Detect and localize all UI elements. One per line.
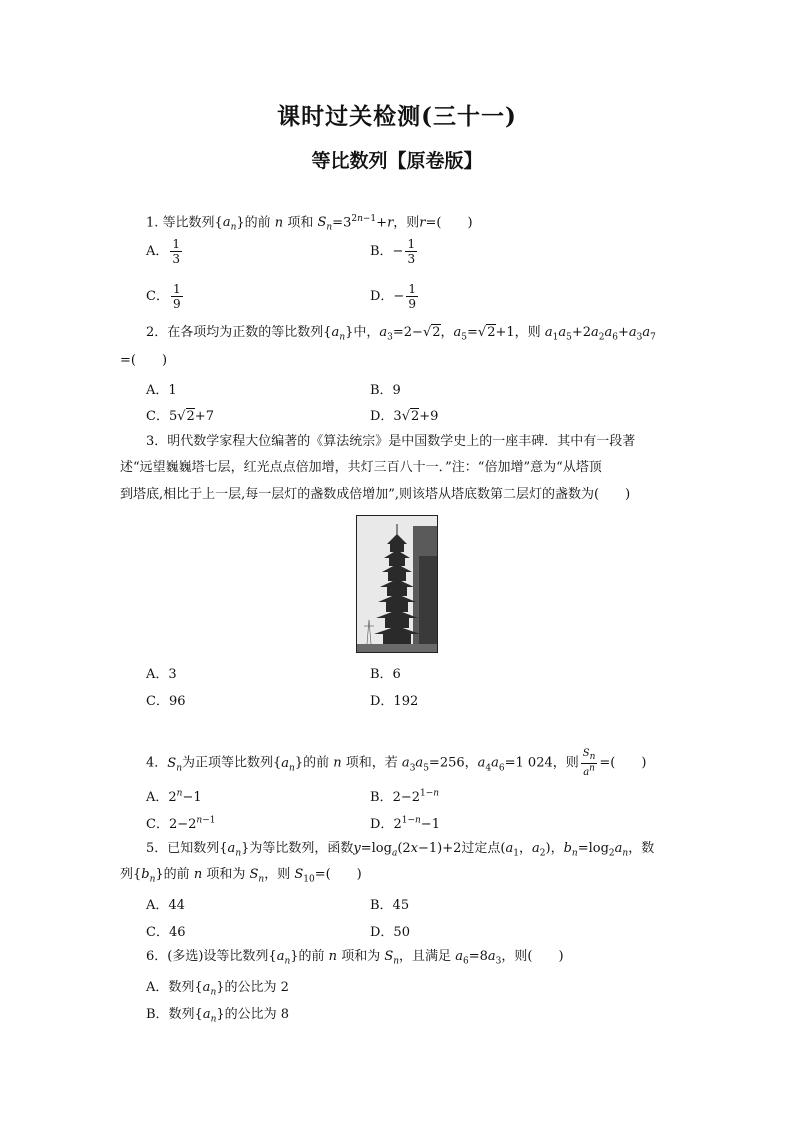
q6-option-b[interactable]: B．数列$\{a_n\}$的公比为 8 bbox=[146, 1007, 290, 1025]
question-3-line1: 3．明代数学家程大位编著的《算法统宗》是中国数学史上的一座丰碑．其中有一段著 bbox=[146, 434, 636, 449]
q1-option-a[interactable]: A． $\frac{1}{3}$ bbox=[146, 237, 181, 266]
page-subtitle: 等比数列【原卷版】 bbox=[311, 150, 483, 172]
question-6-stem: 6．(多选)设等比数列$\{a_n\}$的前 n 项和为 $S_n$，且满足 $a_6=8a_3$，则( ) bbox=[146, 949, 564, 967]
q2-option-a[interactable]: A．1 bbox=[146, 383, 177, 398]
q6-option-a[interactable]: A．数列$\{a_n\}$的公比为 2 bbox=[146, 980, 289, 998]
q3-option-d[interactable]: D．192 bbox=[370, 694, 419, 709]
q2-option-d[interactable]: D．3√2+9 bbox=[370, 409, 439, 424]
question-5-stem-line1: 5．已知数列$\{a_n\}$为等比数列，函数$y=\log_a(2x-1)+2$过定点($a_1$，$a_2$)，$b_n=\log_2a_n$，数 bbox=[146, 841, 655, 859]
q1-option-b[interactable]: B．− $\frac{1}{3}$ bbox=[370, 237, 416, 266]
q1-option-c[interactable]: C． $\frac{1}{9}$ bbox=[146, 282, 181, 311]
q3-option-b[interactable]: B．6 bbox=[370, 667, 401, 682]
question-3-line2: 述“远望巍巍塔七层，红光点点倍加增，共灯三百八十一．”注：“倍加增”意为“从塔顶 bbox=[120, 460, 602, 475]
q1-option-d[interactable]: D．− $\frac{1}{9}$ bbox=[370, 282, 416, 311]
q4-option-a[interactable]: A．$2^n-1$ bbox=[146, 788, 202, 805]
question-1-stem: 1. 等比数列$\{a_n\}$的前 n 项和 $S_n=3^{2n-1}+r$，则r=( ) bbox=[146, 214, 473, 233]
q4-option-c[interactable]: C．$2-2^{n-1}$ bbox=[146, 815, 216, 832]
q5-option-a[interactable]: A．44 bbox=[146, 898, 185, 913]
q2-option-c[interactable]: C．5√2+7 bbox=[146, 409, 214, 424]
q3-option-c[interactable]: C．96 bbox=[146, 694, 186, 709]
question-2-stem-line2: =( ) bbox=[120, 353, 168, 368]
question-2-stem-line1: 2．在各项均为正数的等比数列$\{a_n\}$中，$a_3=2-√2$，$a_5=√2+1$，则 $a_1a_5+2a_2a_6+a_3a_7$ bbox=[146, 325, 656, 343]
q2-option-b[interactable]: B．9 bbox=[370, 383, 401, 398]
q5-option-b[interactable]: B．45 bbox=[370, 898, 410, 913]
q4-option-b[interactable]: B．$2-2^{1-n}$ bbox=[370, 788, 440, 805]
question-5-stem-line2: 列$\{b_n\}$的前 n 项和为 $S_n$，则 $S_{10}=$( ) bbox=[120, 867, 362, 885]
pagoda-photo bbox=[356, 515, 438, 653]
question-3-line3: 到塔底,相比于上一层,每一层灯的盏数成倍增加”,则该塔从塔底数第二层灯的盏数为( ) bbox=[120, 487, 631, 502]
page-title: 课时过关检测(三十一) bbox=[277, 103, 517, 130]
q3-option-a[interactable]: A．3 bbox=[146, 667, 177, 682]
q5-option-d[interactable]: D．50 bbox=[370, 925, 410, 940]
q5-option-c[interactable]: C．46 bbox=[146, 925, 186, 940]
q4-option-d[interactable]: D．$2^{1-n}-1$ bbox=[370, 815, 440, 832]
question-4-stem: 4．$S_n$为正项等比数列$\{a_n\}$的前 n 项和，若 $a_3a_5=256$，$a_4a_6=1$ 024，则 $\frac{S_n}{a^n}$ =( ) bbox=[146, 748, 647, 779]
